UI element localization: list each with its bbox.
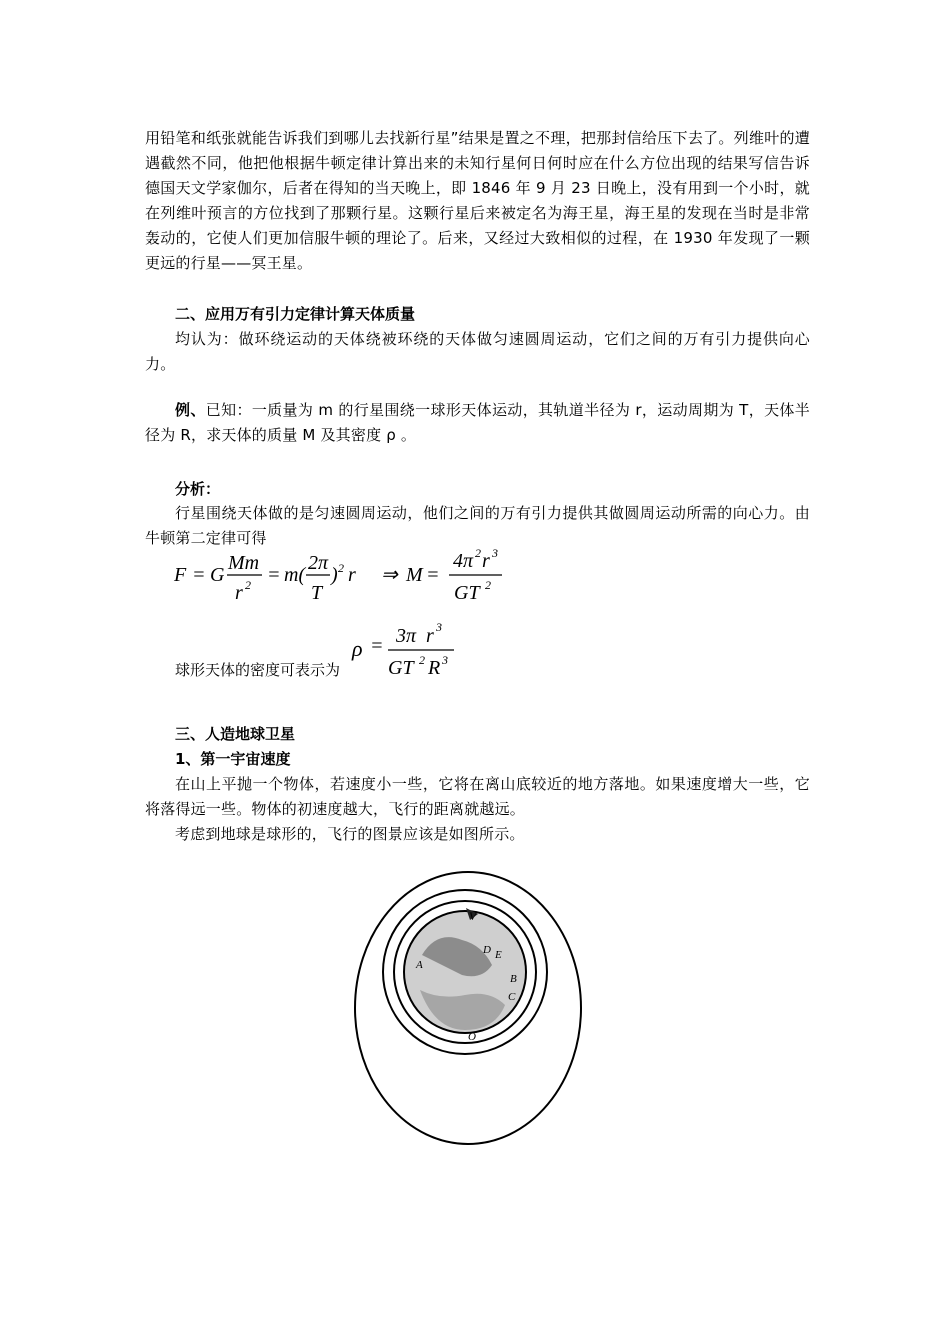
formula-sup2b: 2 (338, 561, 344, 575)
formula-eq3: = (426, 564, 440, 586)
formula-sup2c: 2 (475, 546, 481, 560)
example-text: 已知：一质量为 m 的行星围绕一球形天体运动，其轨道半径为 r，运动周期为 T，天体半径为 R，求天体的质量 M 及其密度 ρ 。 (145, 401, 810, 444)
section3-subheading: 1、第一宇宙速度 (175, 750, 291, 768)
formula-T: T (311, 582, 323, 604)
formula-sup3b: 3 (436, 620, 442, 634)
paragraph-neptune-discovery: 用铅笔和纸张就能告诉我们到哪儿去找新行星”结果是置之不理，把那封信给压下去了。列维叶的遭遇截然不同，他把他根据牛顿定律计算出来的未知行星何日何时应在什么方位出现的结果写信告诉德国天文学家伽尔，后者在得知的当天晚上，即 1846 年 9 月 23 日晚上，没有用到一个小时，就在列维叶预言的方位找到了那颗行星。这颗行星后来被定名为海王星，海王星的发现在当时是非常轰动的，它使人们更加信服牛顿的理论了。后来，又经过大致相似的过程，在 1930 年发现了一颗更远的行星——冥王星。 (145, 129, 810, 272)
section3-text2: 考虑到地球是球形的，飞行的图景应该是如图所示。 (175, 825, 525, 843)
formula-sup3: 3 (492, 546, 498, 560)
formula-G: G (210, 564, 225, 586)
label-e: E (495, 949, 502, 961)
formula-arrow: ⇒ (381, 564, 398, 586)
formula-GT: GT (454, 582, 480, 604)
analysis-label: 分析： (175, 480, 221, 498)
density-text: 球形天体的密度可表示为 (175, 661, 341, 679)
formula-sup3c: 3 (442, 653, 448, 667)
example-paragraph (145, 398, 810, 448)
label-o: O (468, 1031, 476, 1043)
formula-sup2d: 2 (485, 578, 491, 592)
example-label: 例、 (175, 401, 206, 419)
analysis-text: 行星围绕天体做的是匀速圆周运动，他们之间的万有引力提供其做圆周运动所需的向心力。由牛顿第二定律可得 (145, 504, 810, 547)
formula-m: m( (284, 564, 306, 586)
label-b: B (510, 973, 517, 985)
formula-3pi: 3π (396, 625, 417, 647)
formula-eq2: = (267, 564, 281, 586)
mass-formula (172, 545, 512, 607)
formula-rho: ρ (352, 636, 363, 661)
formula-GT2: GT (388, 657, 414, 679)
density-formula (350, 616, 470, 686)
formula-sup2: 2 (245, 578, 251, 592)
section2-heading: 二、应用万有引力定律计算天体质量 (175, 305, 416, 323)
formula-r2: r (348, 564, 356, 586)
formula-R: R (428, 657, 441, 679)
formula-eq: = (192, 564, 206, 586)
label-v: V (469, 909, 477, 923)
label-d: D (483, 944, 491, 956)
formula-Mm: Mm (228, 552, 260, 574)
formula-2pi: 2π (308, 552, 329, 574)
formula-4pi: 4π (453, 550, 474, 572)
formula-r3: r (482, 550, 490, 572)
label-c: C (508, 991, 516, 1003)
formula-eq4: = (370, 635, 384, 657)
section2-text: 均认为：做环绕运动的天体绕被环绕的天体做匀速圆周运动，它们之间的万有引力提供向心力。 (145, 330, 810, 373)
label-a: A (416, 959, 423, 971)
formula-r3b: r (426, 625, 434, 647)
formula-close: ) (331, 564, 338, 586)
section3-text1: 在山上平抛一个物体，若速度小一些，它将在离山底较近的地方落地。如果速度增大一些，它将落得远一些。物体的初速度越大，飞行的距离就越远。 (145, 775, 810, 818)
section3-heading: 三、人造地球卫星 (175, 725, 296, 743)
formula-r: r (235, 582, 243, 604)
orbit-figure (350, 870, 600, 1155)
formula-F: F (174, 564, 187, 586)
formula-M: M (406, 564, 423, 586)
formula-sup2e: 2 (419, 653, 425, 667)
